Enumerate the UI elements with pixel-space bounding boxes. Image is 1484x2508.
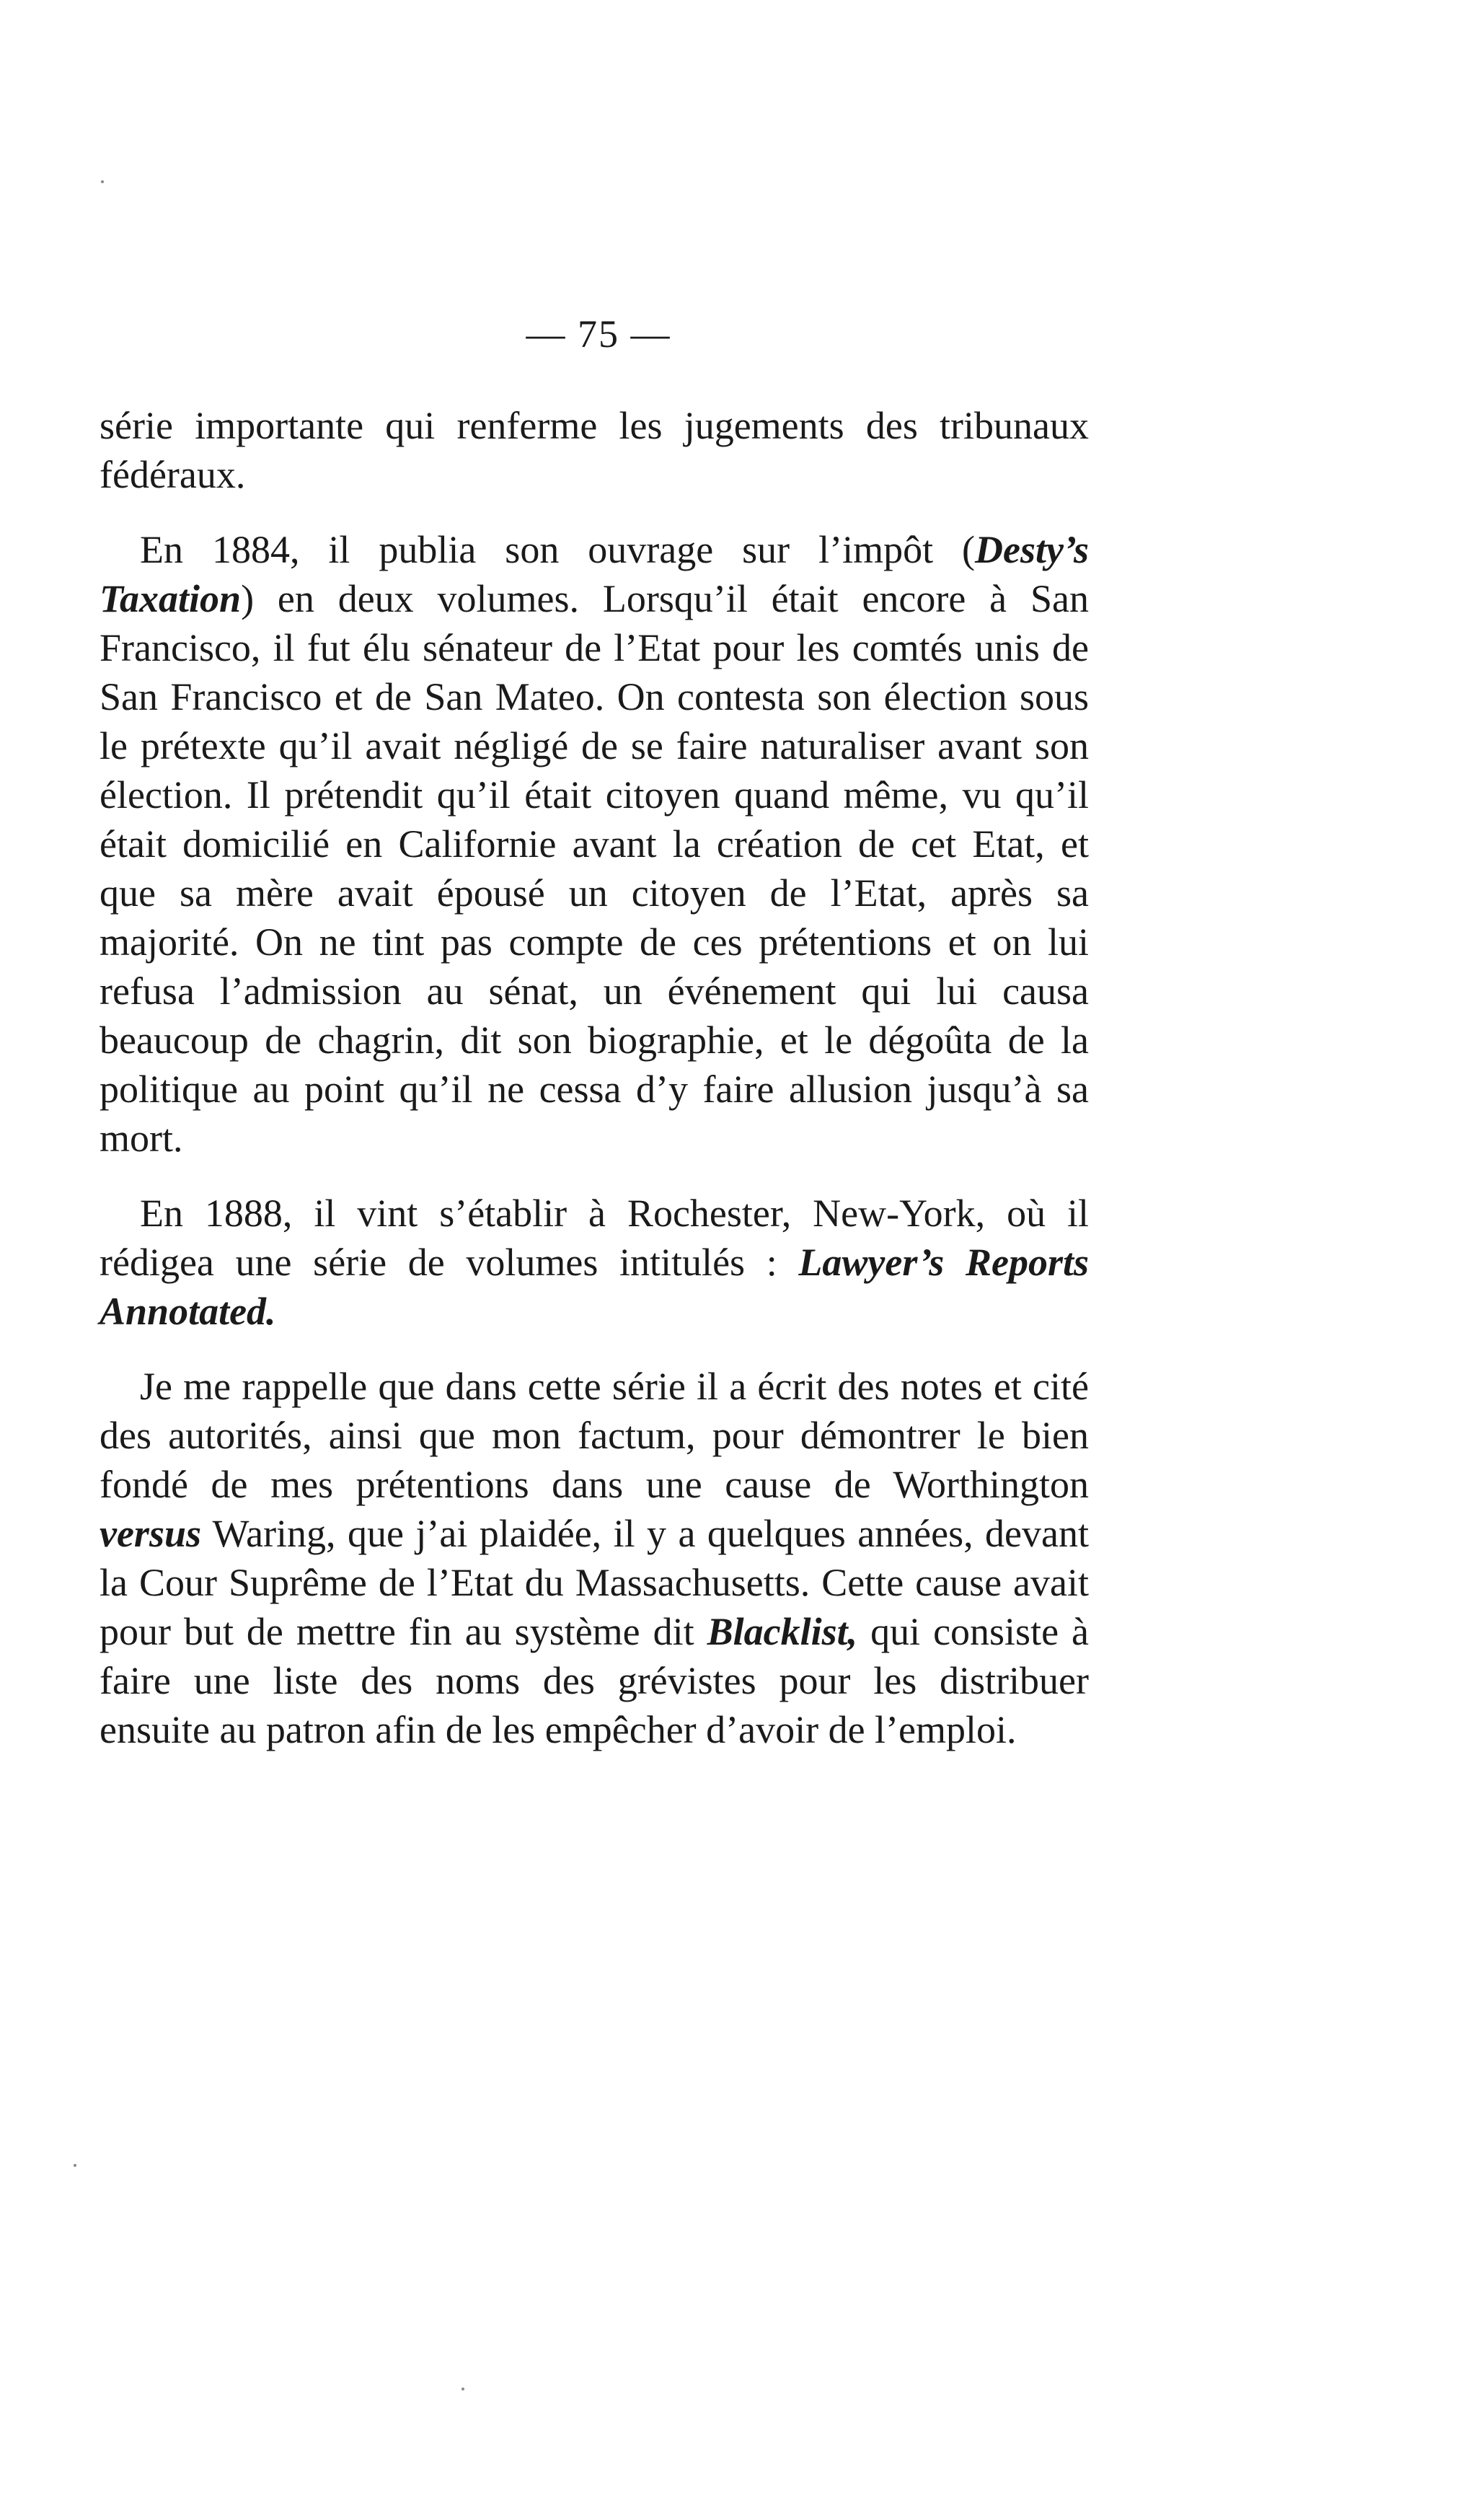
paragraph-1-text: série importante qui renferme les jugements des tribunaux fédéraux. xyxy=(100,404,1089,496)
paragraph-3 xyxy=(100,1189,1089,1336)
paragraph-4-italic-blacklist: Blacklist, xyxy=(707,1610,858,1653)
paragraph-4-text-c: qui consiste à faire une liste des noms des grévistes pour les distribuer ensuite au patron afin de les empêcher d’avoir de l’emploi. xyxy=(100,1610,1089,1751)
scan-speck xyxy=(101,180,104,183)
paragraph-2-text-b: ) en deux volumes. Lorsqu’il était encore à San Francisco, il fut élu sénateur de l’Etat pour les comtés unis de San Francisco et de San Mateo. On contesta son élection sous le prétexte qu’il avait négligé de se faire naturaliser avant son élection. Il prétendit qu’il était citoyen quand même, vu qu’il était domicilié en Californie avant la création de cet Etat, et que sa mère avait épousé un citoyen de l’Etat, après sa majorité. On ne tint pas compte de ces prétentions et on lui refusa l’admission au sénat, un événement qui lui causa beaucoup de chagrin, dit son biographie, et le dégoûta de la politique au point qu’il ne cessa d’y faire allusion jusqu’à sa mort. xyxy=(100,577,1089,1160)
paragraph-3-text-a: En 1888, il vint s’établir à Rochester, New-York, où il rédigea une série de volumes intitulés : xyxy=(100,1192,1089,1284)
paragraph-4-text-a: Je me rappelle que dans cette série il a écrit des notes et cité des autorités, ainsi que mon factum, pour démontrer le bien fondé de mes prétentions dans une cause de Worthington xyxy=(100,1365,1089,1506)
paragraph-2-italic-title: Desty’s Taxation xyxy=(100,528,1089,620)
paragraph-2-text-a: En 1884, il publia son ouvrage sur l’impôt ( xyxy=(140,528,976,571)
paragraph-2 xyxy=(100,525,1089,1163)
paragraph-4 xyxy=(100,1362,1089,1754)
paragraph-1 xyxy=(100,401,1089,499)
page-number: — 75 — xyxy=(526,312,671,356)
paragraph-3-italic-title: Lawyer’s Reports Annotated. xyxy=(100,1241,1089,1333)
body-text xyxy=(100,401,1089,1780)
paragraph-4-text-b: Waring, que j’ai plaidée, il y a quelques années, devant la Cour Suprême de l’Etat du Massachusetts. Cette cause avait pour but de mettre fin au système dit xyxy=(100,1512,1089,1653)
scan-speck xyxy=(74,2164,76,2167)
paragraph-4-italic-versus: versus xyxy=(100,1512,202,1555)
scan-speck xyxy=(461,2388,464,2390)
